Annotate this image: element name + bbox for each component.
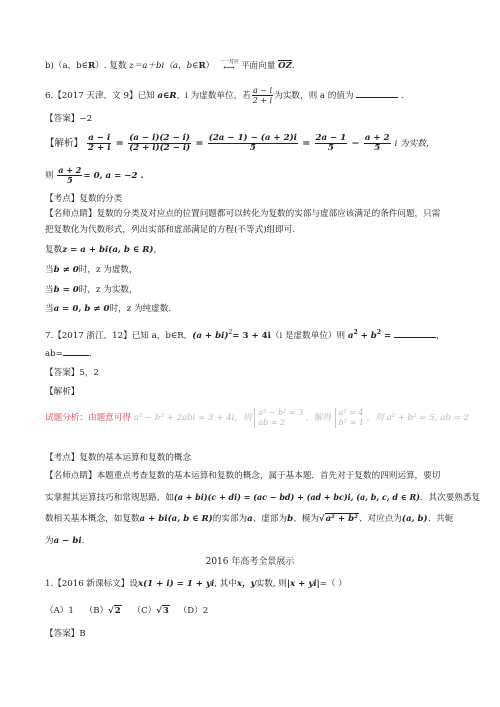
option-d[interactable]: （D）2 bbox=[178, 606, 209, 616]
option-c-sqrt: √3 bbox=[156, 606, 169, 616]
q7-ab-label: ab= bbox=[45, 349, 63, 359]
q7-line2-end: . bbox=[88, 349, 92, 359]
q6-f4-den: 5 bbox=[327, 143, 334, 153]
q2016-vars: x，y bbox=[236, 579, 256, 589]
option-a[interactable]: （A）1 bbox=[45, 606, 74, 616]
q6-complex-expr: z = a + bi(a, b ∈ R) bbox=[62, 245, 154, 255]
q7-kaodian-text: 复数的基本运算和复数的概念 bbox=[79, 453, 192, 463]
q7-source: 7.【2017 浙江，12】已知 a，b∈R， bbox=[45, 330, 193, 341]
q6-kaodian bbox=[45, 193, 462, 205]
q6-f2-num: (a − i)(2 − i) bbox=[129, 133, 190, 143]
answer-label: 【答案】 bbox=[45, 368, 80, 378]
q6-f5-den: 5 bbox=[374, 143, 381, 153]
q7-tip2-post: ．其次要熟悉复 bbox=[419, 493, 481, 503]
q7-stem bbox=[45, 327, 462, 342]
set-R-2: R bbox=[198, 61, 206, 71]
q6-then bbox=[45, 166, 462, 185]
q6-tip-1 bbox=[45, 208, 462, 220]
q6-answer-value: −2 bbox=[79, 114, 93, 124]
case-post: 时，z 为实数， bbox=[78, 285, 138, 295]
q2016-1-options bbox=[45, 605, 462, 617]
q6-f1 bbox=[87, 134, 111, 153]
q6-answer bbox=[45, 113, 462, 125]
one-to-one-arrow bbox=[219, 60, 239, 71]
q6-f1-num: a − i bbox=[88, 133, 111, 143]
q7-modulus: √a² + b² bbox=[318, 514, 358, 524]
q6-f4-num: 2a − 1 bbox=[315, 133, 347, 143]
q7-tip3-b: b bbox=[287, 514, 294, 524]
q6-stem-post: 为实数，则 a 的值为 bbox=[274, 91, 354, 101]
tip-label: 【名师点睛】 bbox=[45, 471, 97, 481]
vector-OZ: $\overline{OZ}$ bbox=[278, 61, 292, 71]
q7-tip4-end: . bbox=[81, 536, 85, 546]
q6-tip-text-1: 复数的分类及对应点的位置问题都可以转化为复数的实部与虚部应该满足的条件问题，只需 bbox=[96, 209, 441, 219]
q7-tip-2 bbox=[45, 491, 481, 504]
q7-modulus-radicand: a² + b² bbox=[325, 514, 358, 524]
q7-answer-blank-2[interactable] bbox=[63, 346, 89, 356]
case-pre: 当 bbox=[45, 265, 54, 275]
double-arrow-icon: ⟷ bbox=[223, 63, 235, 72]
sys1-eq-a: a² − b² = 3 bbox=[258, 407, 304, 417]
q6-complex-end: ， bbox=[153, 245, 163, 255]
option-c-value: 3 bbox=[162, 606, 169, 616]
q6-frac-num: a − i bbox=[252, 86, 273, 95]
q2016-1-stem bbox=[45, 578, 462, 590]
q7-tip-4 bbox=[45, 535, 462, 547]
section-title-text: 2016 年高考全景展示 bbox=[205, 557, 295, 567]
q7-end1: ， bbox=[435, 330, 445, 341]
case-cond: b = 0 bbox=[53, 285, 79, 295]
q7-tip3-expr: a + bi(a, b ∈ R) bbox=[139, 514, 213, 524]
q7-tip3-pre: 数相关基本概念，如复数 bbox=[45, 514, 140, 524]
q6-f1-den: 2 + i bbox=[88, 143, 111, 153]
trial-label: 试题分析： bbox=[45, 413, 88, 423]
q7-answer bbox=[45, 367, 462, 379]
analysis-label: 【解析】 bbox=[45, 387, 80, 397]
q7-tip3-mid2: 、虚部为 bbox=[252, 514, 288, 524]
q6-analysis-tail: i 为实数， bbox=[394, 139, 435, 149]
q6-tip-text-2: 把复数化为代数形式，列出实部和虚部满足的方程(不等式)组即可. bbox=[45, 225, 296, 235]
sys2-eq-b: b² = 1 bbox=[338, 417, 364, 427]
case-pre: 当 bbox=[45, 285, 54, 295]
q7-tip-1 bbox=[45, 470, 462, 482]
q6-kaodian-text: 复数的分类 bbox=[79, 194, 123, 204]
q2016-answer-value: B bbox=[79, 629, 86, 639]
q6-f2 bbox=[128, 134, 191, 153]
q7-tip3-mid1: 的实部为 bbox=[212, 514, 248, 524]
case-pre: 当 bbox=[45, 304, 54, 314]
q7-tip2-pre: 实掌握其运算技巧和常规思路，如 bbox=[45, 493, 174, 503]
q7-tip3-point: (a, b) bbox=[401, 514, 428, 524]
trial-system-1 bbox=[254, 408, 303, 428]
q7-answer-blank-1[interactable] bbox=[394, 328, 436, 338]
q6-frac-den: 2 + i bbox=[252, 96, 273, 105]
q6-f2-den: (2 + i)(2 − i) bbox=[129, 143, 191, 153]
q6-answer-blank[interactable] bbox=[356, 88, 398, 98]
q7-expr2-end: = bbox=[381, 330, 392, 341]
q6-analysis: 【解析】 $\frac{a - i}{2 + i}$ = $\frac{(a - i)(2 - i)}{(2 + i)(2 - i)}$ = $\frac{(2a - 1) - (a + 2)i}{5}$ = $\frac{2a - 1}{5}$ − $\frac{a + 2}{5}$ i 为实数， bbox=[45, 133, 435, 153]
intro-text-2: ）. 复数 bbox=[95, 61, 130, 71]
q7-tip4-pre: 为 bbox=[45, 536, 54, 546]
option-c[interactable]: （C） bbox=[132, 606, 157, 616]
q7-square: 2 bbox=[228, 329, 233, 336]
q7-tip2-expr: (a + bi)(c + di) = (ac − bd) + (ad + bc)i, (a, b, c, d ∈ R) bbox=[173, 492, 420, 502]
q7-tip-text-1: 本题重点考查复数的基本运算和复数的概念，属于基本题．首先对于复数的四则运算，要切 bbox=[96, 471, 441, 481]
q7-stem-mid: （i 是虚数单位）则 bbox=[270, 330, 346, 341]
q6-then-post: = 0, a = −2 . bbox=[83, 171, 144, 181]
trial-text: 由题意可得 bbox=[87, 413, 131, 423]
q7-kaodian bbox=[45, 452, 462, 464]
q6-case-2 bbox=[45, 284, 462, 296]
q6-tip-2 bbox=[45, 224, 462, 236]
option-b-value: 2 bbox=[114, 606, 121, 616]
case-cond: a = 0, b ≠ 0 bbox=[53, 304, 110, 314]
sys1-eq-b: ab = 2 bbox=[258, 417, 286, 427]
q7-tip3-mid4: 、对应点为 bbox=[358, 514, 402, 524]
q7-tip-3 bbox=[45, 513, 462, 525]
q7-answer-value: 5，2 bbox=[79, 368, 99, 378]
intro-text: b)（a，b∈ bbox=[45, 61, 89, 71]
q2016-stem-end: =（ ） bbox=[319, 579, 347, 589]
q7-sup-b: 2 bbox=[376, 329, 382, 336]
set-R: R bbox=[88, 61, 96, 71]
q7-conjugate: a − bi bbox=[53, 536, 82, 546]
q7-line2 bbox=[45, 346, 462, 360]
q6-case-1 bbox=[45, 264, 462, 276]
q6-then-den: 5 bbox=[67, 175, 73, 185]
plane-vector-text: 平面向量 bbox=[240, 61, 276, 71]
case-cond: b ≠ 0 bbox=[53, 265, 79, 275]
sys2-eq-a: a² = 4 bbox=[338, 407, 364, 417]
option-b[interactable]: （B） bbox=[84, 606, 109, 616]
case-post: 时，z 为纯虚数. bbox=[109, 304, 172, 314]
intro-line bbox=[45, 60, 462, 72]
answer-label: 【答案】 bbox=[45, 114, 80, 124]
q2016-expr: x(1 + i) = 1 + yi bbox=[137, 579, 215, 589]
q7-analysis-label-line bbox=[45, 386, 462, 398]
q6-then-pre: 则 bbox=[45, 171, 54, 181]
q7-expr: (a + bi) bbox=[192, 330, 229, 341]
case-post: 时，z 为虚数， bbox=[78, 265, 138, 275]
analysis-label: 【解析】 bbox=[45, 138, 84, 149]
q6-complex-def bbox=[45, 244, 462, 256]
answer-label: 【答案】 bbox=[45, 629, 80, 639]
q7-sup-a: 2 bbox=[353, 329, 358, 336]
q6-f3-num: (2a − 1) − (a + 2)i bbox=[208, 133, 297, 143]
q6-fraction bbox=[252, 86, 273, 105]
q6-f4 bbox=[315, 134, 348, 153]
intro-end: . bbox=[291, 61, 295, 71]
trial-solve: ，解得 bbox=[306, 413, 332, 423]
section-title bbox=[0, 556, 500, 568]
q6-f3-den: 5 bbox=[249, 143, 256, 153]
q7-tip3-mid3: 、模为 bbox=[293, 514, 319, 524]
trial-expr: a² − b² + 2abi = 3 + 4i，则 bbox=[133, 413, 252, 423]
intro-close: ） bbox=[205, 61, 215, 71]
q6-then-num: a + 2 bbox=[58, 165, 82, 175]
q6-case-3 bbox=[45, 303, 462, 315]
q7-trial bbox=[45, 406, 469, 430]
q7-eq: = 3 + 4i bbox=[232, 330, 271, 341]
q6-source: 6.【2017 天津，文 9】已知 bbox=[45, 91, 158, 101]
q7-tip3-mid5: 、共轭 bbox=[427, 514, 454, 524]
q6-f5 bbox=[364, 134, 391, 153]
q6-stem bbox=[45, 86, 462, 105]
trial-result: ，则 a² + b² = 5, ab = 2 bbox=[366, 413, 469, 423]
option-b-sqrt: √2 bbox=[108, 606, 121, 616]
complex-expr: z＝a＋bi（a，b∈ bbox=[129, 61, 199, 71]
q6-stem-mid: ，i 为虚数单位，若 bbox=[176, 91, 251, 101]
q2016-stem-mid: , 其中 bbox=[214, 579, 237, 589]
kaodian-label: 【考点】 bbox=[45, 453, 80, 463]
q6-f5-num: a + 2 bbox=[364, 133, 390, 143]
q7-tip3-a: a bbox=[247, 514, 253, 524]
q6-then-frac bbox=[57, 166, 82, 185]
trial-system-2 bbox=[335, 408, 364, 428]
kaodian-label: 【考点】 bbox=[45, 194, 80, 204]
q2016-source: 1.【2016 新课标文】设 bbox=[45, 579, 138, 589]
q6-complex-pre: 复数 bbox=[45, 245, 63, 255]
q2016-abs: |x + yi| bbox=[286, 579, 320, 589]
q2016-stem-mid2: 实数, 则 bbox=[255, 579, 287, 589]
arrow-label: 一一对应 bbox=[218, 59, 239, 65]
q2016-1-answer bbox=[45, 628, 462, 640]
q7-expr2-a: a bbox=[347, 330, 354, 341]
q6-stem-end: ． bbox=[401, 91, 410, 101]
q6-a-in-R: a∈R bbox=[157, 91, 177, 101]
tip-label: 【名师点睛】 bbox=[45, 209, 97, 219]
q6-f3 bbox=[208, 134, 298, 153]
q7-expr2-b: + b bbox=[357, 330, 377, 341]
